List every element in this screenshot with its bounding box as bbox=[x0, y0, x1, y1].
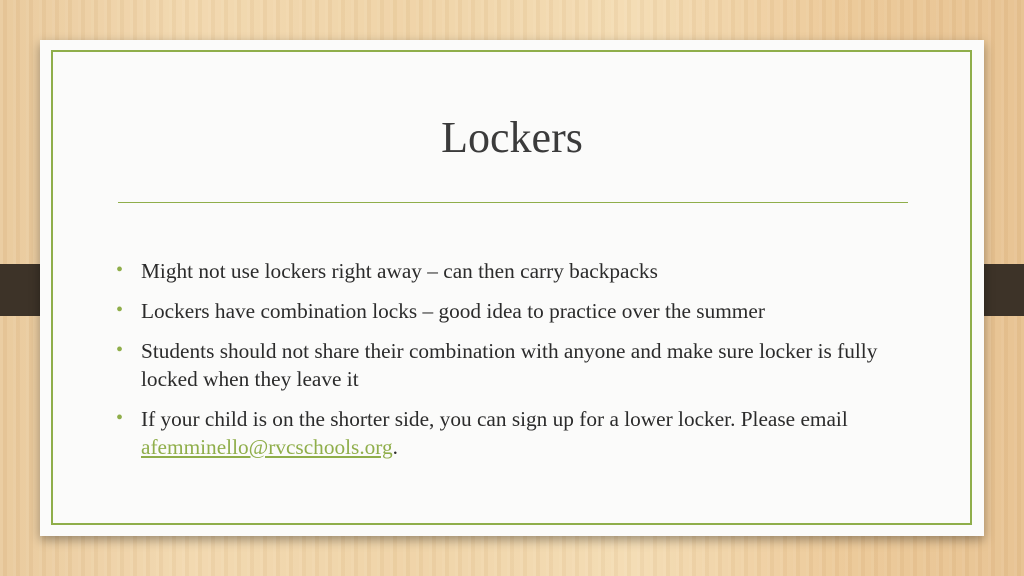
bullet-text: If your child is on the shorter side, you can sign up for a lower locker. Please email bbox=[141, 407, 848, 431]
bullet-list bbox=[116, 257, 916, 473]
bullet-text: Might not use lockers right away – can then carry backpacks bbox=[141, 259, 658, 283]
bullet-icon: • bbox=[116, 259, 124, 281]
bullet-item bbox=[116, 337, 916, 393]
bullet-icon: • bbox=[116, 299, 124, 321]
bullet-item bbox=[116, 257, 916, 285]
bullet-icon: • bbox=[116, 407, 124, 429]
bullet-icon: • bbox=[116, 339, 124, 361]
bullet-item bbox=[116, 405, 916, 461]
bullet-text: Students should not share their combination with anyone and make sure locker is fully locked when they leave it bbox=[141, 339, 878, 391]
slide-title: Lockers bbox=[441, 113, 583, 162]
slide-card bbox=[40, 40, 984, 536]
bullet-text: Lockers have combination locks – good idea to practice over the summer bbox=[141, 299, 765, 323]
email-link[interactable]: afemminello@rvcschools.org bbox=[141, 435, 393, 459]
email-trailing-period: . bbox=[392, 435, 398, 459]
title-divider bbox=[118, 202, 908, 203]
bullet-item bbox=[116, 297, 916, 325]
